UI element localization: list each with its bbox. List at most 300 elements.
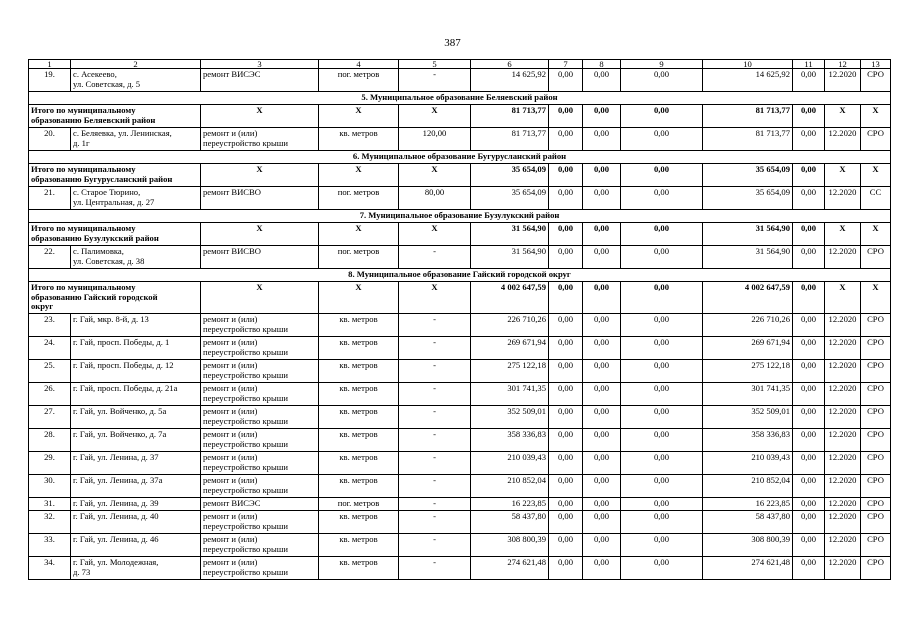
table-cell: 0,00 [621, 337, 703, 360]
table-cell: 30. [29, 475, 71, 498]
table-cell: - [399, 69, 471, 92]
table-cell: 81 713,77 [471, 105, 549, 128]
table-cell: кв. метров [319, 429, 399, 452]
table-cell: 35 654,09 [471, 164, 549, 187]
table-cell: 0,00 [793, 164, 825, 187]
table-cell: ремонт ВИСЭС [201, 69, 319, 92]
table-cell: 0,00 [549, 429, 583, 452]
table-cell: 0,00 [621, 557, 703, 580]
table-cell: X [319, 164, 399, 187]
table-cell: 0,00 [621, 429, 703, 452]
table-cell: кв. метров [319, 383, 399, 406]
table-cell: 0,00 [621, 360, 703, 383]
table-cell: 25. [29, 360, 71, 383]
table-cell: 210 852,04 [703, 475, 793, 498]
table-cell: кв. метров [319, 452, 399, 475]
table-cell: 24. [29, 337, 71, 360]
table-cell: 0,00 [793, 314, 825, 337]
table-cell: 0,00 [549, 383, 583, 406]
table-cell: 12.2020 [825, 69, 861, 92]
table-cell: г. Гай, ул. Войченко, д. 7а [71, 429, 201, 452]
table-cell: 12.2020 [825, 557, 861, 580]
table-cell: пог. метров [319, 187, 399, 210]
table-cell: 31 564,90 [471, 246, 549, 269]
table-cell: 0,00 [621, 511, 703, 534]
table-cell: г. Гай, просп. Победы, д. 21а [71, 383, 201, 406]
table-cell: - [399, 383, 471, 406]
table-cell: 4 002 647,59 [703, 282, 793, 314]
table-row [29, 360, 891, 383]
table-cell: 0,00 [793, 337, 825, 360]
table-cell: СРО [861, 383, 891, 406]
table-cell: 0,00 [621, 69, 703, 92]
table-cell: г. Гай, ул. Ленина, д. 39 [71, 498, 201, 511]
table-cell: 210 852,04 [471, 475, 549, 498]
table-cell: 12.2020 [825, 337, 861, 360]
table-row [29, 511, 891, 534]
table-cell: ремонт и (или) переустройство крыши [201, 557, 319, 580]
subtotal-row [29, 105, 891, 128]
table-cell: 81 713,77 [471, 128, 549, 151]
table-cell: 31. [29, 498, 71, 511]
table-cell: СС [861, 187, 891, 210]
table-cell: г. Гай, ул. Ленина, д. 40 [71, 511, 201, 534]
table-cell: 0,00 [583, 69, 621, 92]
table-cell: - [399, 498, 471, 511]
table-cell: 0,00 [549, 128, 583, 151]
table-cell: кв. метров [319, 337, 399, 360]
table-cell: 0,00 [583, 534, 621, 557]
table-cell: 0,00 [549, 164, 583, 187]
table-cell: 0,00 [549, 406, 583, 429]
table-cell: г. Гай, просп. Победы, д. 1 [71, 337, 201, 360]
table-cell: 0,00 [549, 246, 583, 269]
table-cell: 0,00 [621, 128, 703, 151]
table-cell: 0,00 [583, 511, 621, 534]
table-cell: СРО [861, 557, 891, 580]
table-row [29, 557, 891, 580]
table-cell: 31 564,90 [703, 223, 793, 246]
table-cell: пог. метров [319, 69, 399, 92]
column-number-cell: 1 [29, 60, 71, 69]
table-cell: 31 564,90 [471, 223, 549, 246]
table-cell: 0,00 [793, 360, 825, 383]
table-cell: 0,00 [793, 69, 825, 92]
table-cell: 12.2020 [825, 429, 861, 452]
table-cell: 226 710,26 [471, 314, 549, 337]
table-cell: 23. [29, 314, 71, 337]
column-number-cell: 7 [549, 60, 583, 69]
table-cell: X [861, 282, 891, 314]
table-cell: 0,00 [583, 246, 621, 269]
table-cell: 210 039,43 [703, 452, 793, 475]
table-cell: - [399, 429, 471, 452]
table-cell: 0,00 [793, 187, 825, 210]
table-cell: 0,00 [549, 314, 583, 337]
table-cell: 226 710,26 [703, 314, 793, 337]
table-cell: СРО [861, 69, 891, 92]
table-cell: кв. метров [319, 360, 399, 383]
table-cell: кв. метров [319, 475, 399, 498]
table-cell: СРО [861, 314, 891, 337]
table-cell: Итого по муниципальному образованию Беляевский район [29, 105, 201, 128]
table-cell: - [399, 246, 471, 269]
table-cell: 27. [29, 406, 71, 429]
table-cell: 12.2020 [825, 452, 861, 475]
table-cell: 120,00 [399, 128, 471, 151]
table-cell: 269 671,94 [471, 337, 549, 360]
table-cell: 34. [29, 557, 71, 580]
table-cell: кв. метров [319, 314, 399, 337]
table-cell: 0,00 [583, 429, 621, 452]
capital-repair-table [28, 59, 891, 580]
table-cell: 0,00 [549, 498, 583, 511]
table-cell: кв. метров [319, 511, 399, 534]
table-cell: 0,00 [793, 246, 825, 269]
table-cell: г. Гай, просп. Победы, д. 12 [71, 360, 201, 383]
table-cell: 12.2020 [825, 498, 861, 511]
table-cell: СРО [861, 452, 891, 475]
table-cell: ремонт ВИСЭС [201, 498, 319, 511]
table-cell: 29. [29, 452, 71, 475]
table-cell: - [399, 475, 471, 498]
table-cell: 0,00 [583, 452, 621, 475]
table-row [29, 429, 891, 452]
table-cell: X [201, 282, 319, 314]
table-cell: 0,00 [583, 223, 621, 246]
table-cell: 16 223,85 [471, 498, 549, 511]
table-cell: 7. Муниципальное образование Бузулукский район [29, 210, 891, 223]
table-cell: 12.2020 [825, 475, 861, 498]
table-cell: 0,00 [549, 557, 583, 580]
table-cell: 358 336,83 [703, 429, 793, 452]
table-cell: 0,00 [583, 282, 621, 314]
column-number-cell: 12 [825, 60, 861, 69]
table-cell: 31 564,90 [703, 246, 793, 269]
column-number-cell: 6 [471, 60, 549, 69]
section-header-row [29, 151, 891, 164]
table-cell: пог. метров [319, 246, 399, 269]
table-cell: СРО [861, 406, 891, 429]
table-cell: 0,00 [793, 498, 825, 511]
table-cell: 8. Муниципальное образование Гайский городской округ [29, 269, 891, 282]
table-cell: 12.2020 [825, 383, 861, 406]
table-row [29, 452, 891, 475]
table-cell: 0,00 [583, 406, 621, 429]
table-cell: - [399, 360, 471, 383]
table-cell: 20. [29, 128, 71, 151]
table-cell: 274 621,48 [471, 557, 549, 580]
table-cell: - [399, 337, 471, 360]
table-cell: 0,00 [793, 223, 825, 246]
table-cell: ремонт и (или) переустройство крыши [201, 534, 319, 557]
table-cell: 0,00 [583, 383, 621, 406]
table-cell: г. Гай, ул. Молодежная, д. 73 [71, 557, 201, 580]
table-cell: СРО [861, 498, 891, 511]
table-row [29, 246, 891, 269]
table-cell: 275 122,18 [471, 360, 549, 383]
table-cell: 12.2020 [825, 360, 861, 383]
table-cell: 0,00 [583, 187, 621, 210]
table-cell: 0,00 [549, 187, 583, 210]
table-cell: 0,00 [583, 105, 621, 128]
table-cell: СРО [861, 429, 891, 452]
table-cell: ремонт и (или) переустройство крыши [201, 452, 319, 475]
table-cell: 12.2020 [825, 534, 861, 557]
table-cell: 210 039,43 [471, 452, 549, 475]
table-cell: с. Старое Тюрино, ул. Центральная, д. 27 [71, 187, 201, 210]
table-cell: 35 654,09 [471, 187, 549, 210]
table-cell: ремонт и (или) переустройство крыши [201, 475, 319, 498]
table-cell: 0,00 [549, 511, 583, 534]
table-cell: 81 713,77 [703, 105, 793, 128]
table-cell: 275 122,18 [703, 360, 793, 383]
table-cell: 4 002 647,59 [471, 282, 549, 314]
table-cell: X [861, 223, 891, 246]
table-cell: 21. [29, 187, 71, 210]
table-cell: пог. метров [319, 498, 399, 511]
table-cell: ремонт и (или) переустройство крыши [201, 383, 319, 406]
table-cell: СРО [861, 337, 891, 360]
table-cell: 14 625,92 [471, 69, 549, 92]
table-cell: 352 509,01 [471, 406, 549, 429]
table-cell: г. Гай, ул. Ленина, д. 46 [71, 534, 201, 557]
column-number-cell: 8 [583, 60, 621, 69]
table-row [29, 69, 891, 92]
table-cell: 0,00 [583, 164, 621, 187]
table-cell: - [399, 452, 471, 475]
table-cell: 0,00 [793, 452, 825, 475]
table-cell: г. Гай, ул. Ленина, д. 37а [71, 475, 201, 498]
table-row [29, 187, 891, 210]
table-cell: X [399, 105, 471, 128]
table-cell: 28. [29, 429, 71, 452]
table-cell: 308 800,39 [471, 534, 549, 557]
section-header-row [29, 210, 891, 223]
table-row [29, 498, 891, 511]
table-cell: кв. метров [319, 534, 399, 557]
table-cell: ремонт и (или) переустройство крыши [201, 429, 319, 452]
table-cell: 19. [29, 69, 71, 92]
table-cell: 0,00 [621, 187, 703, 210]
table-cell: X [399, 164, 471, 187]
table-cell: 0,00 [549, 223, 583, 246]
table-cell: - [399, 557, 471, 580]
table-cell: г. Гай, ул. Ленина, д. 37 [71, 452, 201, 475]
table-cell: г. Гай, мкр. 8-й, д. 13 [71, 314, 201, 337]
table-cell: 58 437,80 [703, 511, 793, 534]
table-cell: 12.2020 [825, 187, 861, 210]
table-cell: X [399, 282, 471, 314]
table-cell: ремонт и (или) переустройство крыши [201, 337, 319, 360]
table-cell: 0,00 [793, 383, 825, 406]
table-cell: 0,00 [621, 105, 703, 128]
table-cell: с. Асекеево, ул. Советская, д. 5 [71, 69, 201, 92]
table-cell: 0,00 [583, 360, 621, 383]
table-cell: 35 654,09 [703, 164, 793, 187]
table-cell: X [319, 282, 399, 314]
table-cell: 0,00 [583, 337, 621, 360]
table-cell: 0,00 [793, 511, 825, 534]
table-cell: 0,00 [793, 475, 825, 498]
table-cell: 0,00 [793, 406, 825, 429]
table-cell: 0,00 [549, 337, 583, 360]
table-cell: 0,00 [621, 383, 703, 406]
table-cell: 12.2020 [825, 246, 861, 269]
page-number: 387 [444, 37, 461, 49]
table-row [29, 406, 891, 429]
table-cell: X [399, 223, 471, 246]
table-cell: 80,00 [399, 187, 471, 210]
table-cell: X [825, 105, 861, 128]
table-cell: ремонт и (или) переустройство крыши [201, 406, 319, 429]
column-number-cell: 2 [71, 60, 201, 69]
table-cell: 26. [29, 383, 71, 406]
column-number-cell: 13 [861, 60, 891, 69]
table-cell: СРО [861, 128, 891, 151]
table-cell: кв. метров [319, 406, 399, 429]
table-cell: 0,00 [793, 557, 825, 580]
table-cell: 301 741,35 [471, 383, 549, 406]
table-cell: 0,00 [793, 429, 825, 452]
table-cell: Итого по муниципальному образованию Бузулукский район [29, 223, 201, 246]
table-cell: 0,00 [549, 282, 583, 314]
table-cell: СРО [861, 511, 891, 534]
table-cell: 0,00 [583, 314, 621, 337]
column-number-row [29, 60, 891, 69]
table-cell: 12.2020 [825, 128, 861, 151]
table-cell: 0,00 [793, 534, 825, 557]
table-cell: СРО [861, 246, 891, 269]
table-cell: X [201, 164, 319, 187]
table-cell: кв. метров [319, 557, 399, 580]
column-number-cell: 3 [201, 60, 319, 69]
table-cell: 301 741,35 [703, 383, 793, 406]
table-cell: Итого по муниципальному образованию Гайский городской округ [29, 282, 201, 314]
table-cell: 352 509,01 [703, 406, 793, 429]
table-cell: 6. Муниципальное образование Бугурусланский район [29, 151, 891, 164]
section-header-row [29, 92, 891, 105]
section-header-row [29, 269, 891, 282]
table-cell: - [399, 314, 471, 337]
table-cell: 308 800,39 [703, 534, 793, 557]
column-number-cell: 11 [793, 60, 825, 69]
table-cell: 12.2020 [825, 314, 861, 337]
table-cell: X [825, 223, 861, 246]
table-cell: 0,00 [621, 164, 703, 187]
table-cell: 0,00 [583, 557, 621, 580]
table-cell: 81 713,77 [703, 128, 793, 151]
table-cell: - [399, 406, 471, 429]
table-cell: X [319, 105, 399, 128]
column-number-cell: 4 [319, 60, 399, 69]
table-cell: X [201, 223, 319, 246]
table-cell: 0,00 [621, 406, 703, 429]
table-cell: СРО [861, 534, 891, 557]
table-cell: 0,00 [793, 282, 825, 314]
table-cell: СРО [861, 360, 891, 383]
table-cell: X [861, 105, 891, 128]
table-cell: 0,00 [549, 360, 583, 383]
table-cell: с. Палимовка, ул. Советская, д. 38 [71, 246, 201, 269]
table-cell: 0,00 [621, 282, 703, 314]
table-cell: ремонт ВИСВО [201, 187, 319, 210]
column-number-cell: 10 [703, 60, 793, 69]
column-number-cell: 5 [399, 60, 471, 69]
table-cell: 0,00 [621, 534, 703, 557]
table-cell: 0,00 [793, 105, 825, 128]
column-number-cell: 9 [621, 60, 703, 69]
table-cell: 16 223,85 [703, 498, 793, 511]
table-cell: 12.2020 [825, 511, 861, 534]
table-row [29, 383, 891, 406]
table-cell: 14 625,92 [703, 69, 793, 92]
table-cell: 22. [29, 246, 71, 269]
table-row [29, 128, 891, 151]
table-cell: 0,00 [583, 128, 621, 151]
table-cell: 33. [29, 534, 71, 557]
table-cell: 0,00 [549, 69, 583, 92]
table-row [29, 475, 891, 498]
table-cell: ремонт и (или) переустройство крыши [201, 128, 319, 151]
table-cell: 0,00 [621, 246, 703, 269]
table-cell: X [825, 164, 861, 187]
table-cell: с. Беляевка, ул. Ленинская, д. 1г [71, 128, 201, 151]
subtotal-row [29, 223, 891, 246]
table-cell: 0,00 [621, 452, 703, 475]
table-cell: - [399, 511, 471, 534]
table-cell: X [861, 164, 891, 187]
table-cell: 0,00 [621, 223, 703, 246]
table-cell: 58 437,80 [471, 511, 549, 534]
table-cell: 32. [29, 511, 71, 534]
table-cell: ремонт и (или) переустройство крыши [201, 511, 319, 534]
subtotal-row [29, 164, 891, 187]
table-cell: X [319, 223, 399, 246]
table-cell: Итого по муниципальному образованию Бугурусланский район [29, 164, 201, 187]
table-cell: 358 336,83 [471, 429, 549, 452]
table-cell: X [825, 282, 861, 314]
table-cell: ремонт и (или) переустройство крыши [201, 314, 319, 337]
table-cell: 12.2020 [825, 406, 861, 429]
subtotal-row [29, 282, 891, 314]
table-cell: г. Гай, ул. Войченко, д. 5а [71, 406, 201, 429]
table-cell: - [399, 534, 471, 557]
table-cell: 5. Муниципальное образование Беляевский район [29, 92, 891, 105]
table-cell: 35 654,09 [703, 187, 793, 210]
table-cell: 274 621,48 [703, 557, 793, 580]
table-cell: СРО [861, 475, 891, 498]
table-body [29, 60, 891, 580]
table-cell: 0,00 [549, 534, 583, 557]
table-cell: 0,00 [621, 498, 703, 511]
table-cell: 0,00 [621, 475, 703, 498]
table-row [29, 337, 891, 360]
table-cell: 269 671,94 [703, 337, 793, 360]
table-cell: ремонт и (или) переустройство крыши [201, 360, 319, 383]
table-row [29, 534, 891, 557]
table-cell: 0,00 [583, 475, 621, 498]
table-row [29, 314, 891, 337]
table-cell: 0,00 [549, 452, 583, 475]
table-cell: X [201, 105, 319, 128]
table-cell: 0,00 [549, 105, 583, 128]
table-cell: ремонт ВИСВО [201, 246, 319, 269]
table-cell: кв. метров [319, 128, 399, 151]
table-cell: 0,00 [621, 314, 703, 337]
table-cell: 0,00 [583, 498, 621, 511]
table-cell: 0,00 [549, 475, 583, 498]
